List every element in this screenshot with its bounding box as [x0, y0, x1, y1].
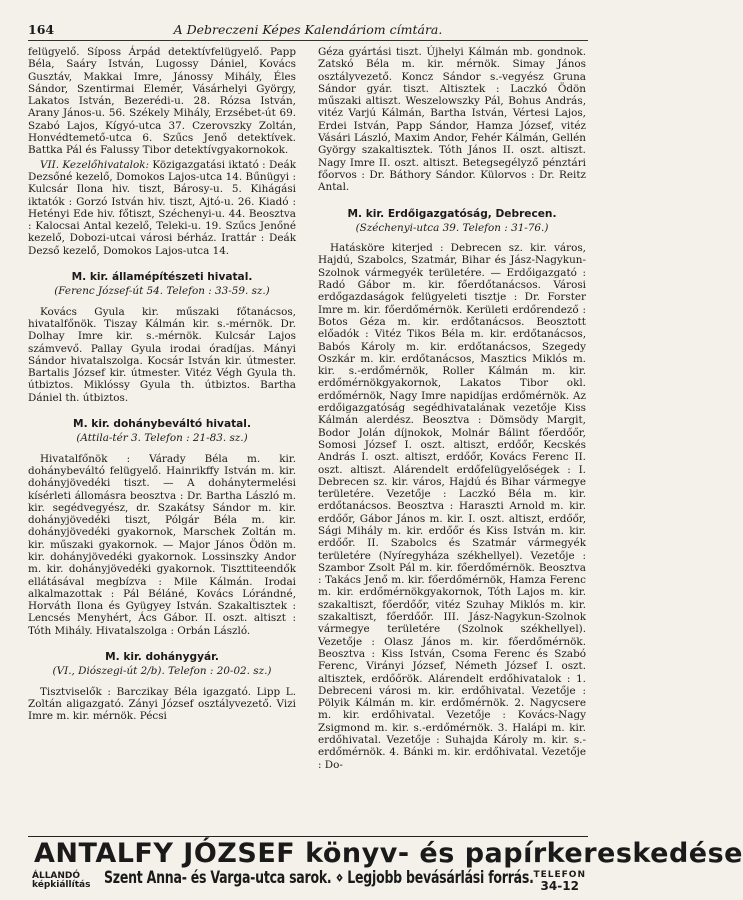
tobacco-redemption-office-text: Hivatalfőnök : Várady Béla m. kir. dohánybeváltó felügyelő. Hainrikffy István m. kir. dohányjövedéki tiszt. — A dohánytermelési kísérleti állomásra beosztva : Dr. Bartha László m. kir. segédvegyész, dr. Szakátsy Sándor m. kir. dohányjövedéki tiszt, Pólgár Béla m. kir. dohányjövedéki gyakornok, Marschek Zoltán m. kir. műszaki gyakornok. — Major János Ödön m. kir. dohányjövedéki gyakornok. Lossinszky Andor m. kir. dohányjövedéki gyakornok. Tiszttiteendők ellátásával megbízva : Mile Kálmán. Irodai alkalmazottak : Pál Béláné, Kovács Lórándné, Horváth Ilona és Gyügyey István. Szakaltisztek : Lencsés Menyhért, Ács Gábor. II. oszt. altiszt : Tóth Mihály. Hivatalszolga : Orbán László.: [28, 452, 296, 637]
tobacco-redemption-office-title: M. kir. dohánybeváltó hivatal.: [73, 418, 251, 431]
forestry-directorate-title: M. kir. Erdőigazgatóság, Debrecen.: [347, 207, 557, 220]
advertisement-divider: [28, 836, 588, 837]
administrative-offices-paragraph: [28, 159, 296, 257]
administrative-offices-text: Közigazgatási iktató : Deák Dezsőné kezelő, Domokos Lajos-utca 14. Bűnügyi : Kulcsár Ilona hiv. tiszt, Bárosy-u. 5. Kihágási iktatók : Gorzó István hiv. tiszt, Ajtó-u. 26. Kiadó : Hetényi Ede hiv. főtiszt, Széchenyi-u. 44. Beosztva : Kalocsai Antal kezelő, Teleki-u. 19. Szűcs Jenőné kezelő, Dobozi-utcai városi bérház. Irattár : Deák Dezső kezelő, Domokos Lajos-utca 14.: [28, 158, 296, 257]
administrative-offices-lead: VII. Kezelőhivatalok:: [40, 158, 150, 171]
state-architecture-office-text: Kovács Gyula kir. műszaki főtanácsos, hivatalfőnök. Tiszay Kálmán kir. s.-mérnök. Dr. Dolhay Imre kir. s.-mérnök. Kulcsár Lajos számvevő. Pallay Gyula irodai óradíjas. Mányi Sándor hivatalszolga. Kocsár István kir. útmester. Bartalis József kir. útmester. Vitéz Végh Gyula th. útbiztos. Miklóssy Gyula th. útbiztos. Bartha Dániel th. útbiztos.: [28, 305, 296, 404]
tobacco-factory-text: Tisztviselők : Barczikay Béla igazgató. Lipp L. Zoltán aligazgató. Zányi József osztályvezető. Vizi Imre m. kir. mérnök. Pécsi: [28, 685, 296, 723]
telephone-label: TELEFON: [533, 870, 586, 880]
tobacco-redemption-office-address: (Attila-tér 3. Telefon : 21-83. sz.): [76, 432, 248, 445]
advertisement: [28, 838, 743, 894]
forestry-directorate-text: Hatásköre kiterjed : Debrecen sz. kir. város, Hajdú, Szabolcs, Szatmár, Bihar és Jász-Nagykun-Szolnok vármegyék területére. — Erdőigazgató : Radó Gábor m. kir. főerdőtanácsos. Városi erdőgazdaságok felügyeleti tisztje : Dr. Forster Imre m. kir. főerdőmérnök. Kerületi erdőrendező : Botos Géza m. kir. erdőtanácsos. Beosztott előadók : Vitéz Tikos Béla m. kir. erdőtanácsos, Babós Károly m. kir. erdőtanácsos, Szegedy Oszkár m. kir. erdőtanácsos, Masztics Miklós m. kir. s.-erdőmérnök, Roller Kálmán m. kir. erdőmérnökgyakornok, Lakatos Tibor okl. erdőmérnök, Nagy Imre napidíjas erdőmérnök. Az erdőigazgatóság segédhivatalának vezetője Kiss Kálmán alerdész. Beosztva : Dömsödy Margit, Bodor Jolán díjnokok, Molnár Bálint főerdőőr, Somosi József I. oszt. altiszt, erdőőr, Kecskés András I. oszt. altiszt, erdőőr, Kovács Ferenc II. oszt. altiszt. Alárendelt erdőfelügyelőségek : I. Debrecen sz. kir. város, Hajdú és Bihar vármegye területére. Vezetője : Laczkó Béla m. kir. erdőtanácsos. Beosztva : Haraszti Arnold m. kir. erdőőr, Gábor János m. kir. I. oszt. altiszt, erdőőr, Sági Mihály m. kir. erdőőr és Kiss István m. kir. erdőőr. II. Szabolcs és Szatmár vármegyék területére (Nyíregyháza székhellyel). Vezetője : Szambor Zsolt Pál m. kir. főerdőmérnök. Beosztva : Takács Jenő m. kir. főerdőmérnök, Hamza Ferenc m. kir. erdőmérnökgyakornok, Tóth Lajos m. kir. szakaltiszt, főerdőőr, vitéz Szuhay Miklós m. kir. szakaltiszt, főerdőőr. III. Jász-Nagykun-Szolnok vármegye területére (Szolnok székhellyel). Vezetője : Olasz János m. kir. főerdőmérnök. Beosztva : Kiss István, Csoma Ferenc és Szabó Ferenc, Virányi József, Németh József I. oszt. altisztek, erdőőrök. Alárendelt erdőhivatalok : 1. Debreceni városi m. kir. erdőhivatal. Vezetője : Pölyik Kálmán m. kir. erdőmérnök. 2. Nagycsere m. kir. erdőhivatal. Vezetője : Kovács-Nagy Zsigmond m. kir. s.-erdőmérnök. 3. Halápi m. kir. erdőhivatal. Vezetője : Suhajda Károly m. kir. s.-erdőmérnök. 4. Bánki m. kir. erdőhivatal. Vezetője : Do-: [318, 242, 586, 771]
permanent-label: ÁLLANDÓ: [32, 871, 81, 881]
police-detectives-paragraph: felügyelő. Síposs Árpád detektívfelügyelő. Papp Béla, Saáry István, Lugossy Dániel, Kovács Gusztáv, Makkai Imre, Jánossy Mihály, Éles Sándor, Szentirmai Elemér, Vásárhelyi György, Lakatos István, Bezerédi-u. 28. Rózsa István, Arany János-u. 56. Székely Mihály, Erzsébet-út 69. Szabó Lajos, Kígyó-utca 37. Czerovszky Zoltán, Honvédtemető-utca 6. Szűcs Jenő detektívek. Battka Pál és Falussy Tibor detektívgyakornokok.: [28, 46, 296, 157]
right-column: [318, 46, 586, 773]
tobacco-factory-address: (VI., Diószegi-út 2/b). Telefon : 20-02. sz.): [52, 665, 272, 678]
state-architecture-office-address: (Ferenc József-út 54. Telefon : 33-59. sz.): [54, 285, 270, 298]
telephone-block: [533, 870, 586, 892]
left-column: [28, 46, 296, 725]
telephone-number: 34-12: [540, 879, 579, 893]
advertiser-address: Szent Anna- és Varga-utca sarok. ⋄ Legjobb bevásárlási forrás.: [104, 868, 534, 888]
forestry-directorate-address: (Széchenyi-utca 39. Telefon : 31-76.): [355, 221, 549, 234]
permanent-exhibition-label: [32, 872, 90, 890]
running-title: A Debreczeni Képes Kalendáriom címtára.: [173, 22, 443, 37]
page-number: 164: [28, 22, 55, 37]
exhibition-label: képkiállítás: [32, 880, 91, 890]
advertiser-name: ANTALFY JÓZSEF könyv- és papírkereskedése: [34, 838, 743, 869]
running-header: [28, 22, 588, 41]
state-architecture-office-title: M. kir. államépítészeti hivatal.: [71, 271, 253, 284]
tobacco-factory-title: M. kir. dohánygyár.: [105, 651, 219, 664]
tobacco-factory-continued: Géza gyártási tiszt. Újhelyi Kálmán mb. gondnok. Zatskó Béla m. kir. mérnök. Simay János osztályvezető. Koncz Sándor s.-vegyész Gruna Sándor gyár. tiszt. Altisztek : Laczkó Ödön műszaki altiszt. Weszelowszky Pál, Bohus András, vitéz Varjú Kálmán, Bartha István, Vértesi Lajos, Erdei István, Papp Sándor, Hamza József, vitéz Vásári László, Maxim Andor, Fehér Kálmán, Gellén György szakaltisztek. Tóth János II. oszt. altiszt. Nagy Imre II. oszt. altiszt. Betegsegélyző pénztári főorvos : Dr. Báthory Sándor. Külorvos : Dr. Reitz Antal.: [318, 46, 586, 194]
